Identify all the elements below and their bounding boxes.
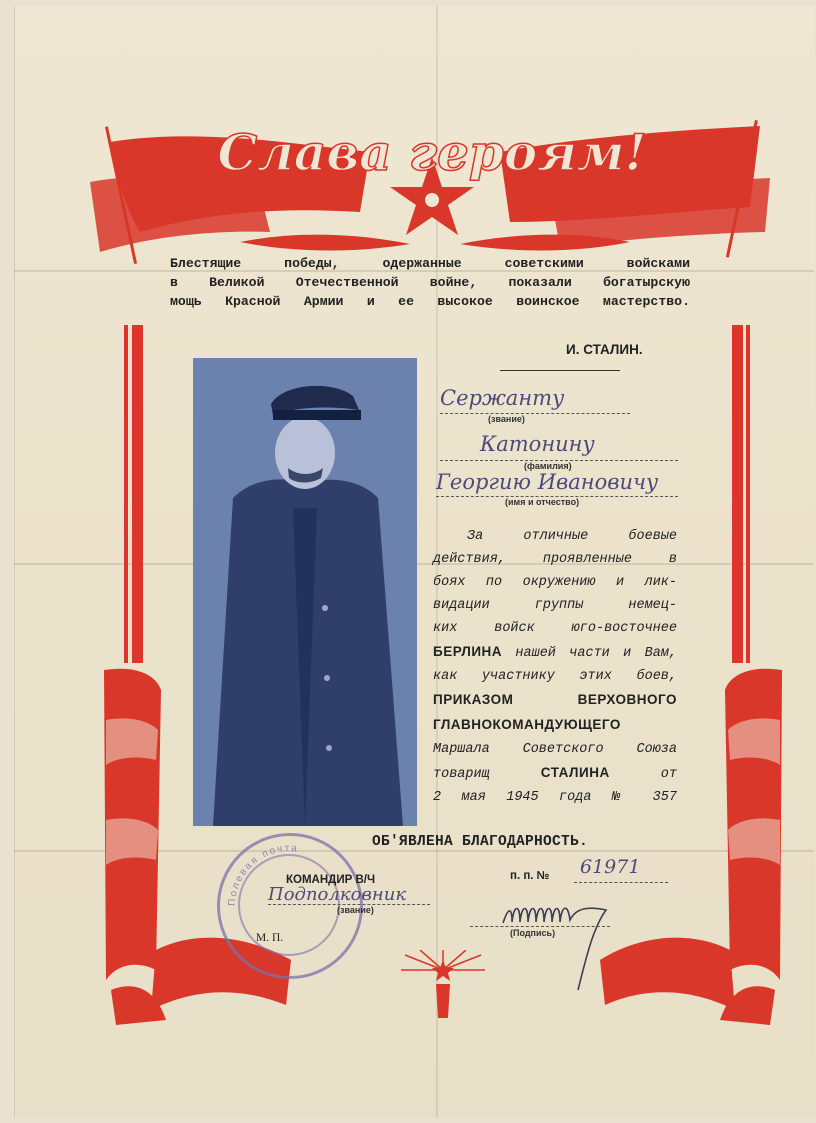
- from-word: от: [660, 767, 677, 782]
- tower-icon: [436, 984, 450, 1018]
- citation-line: За отличные боевые: [467, 529, 677, 544]
- quote-line: в Великой Отечественной войне, показали богатырскую: [170, 275, 690, 290]
- order-word: ВЕРХОВНОГО: [577, 692, 677, 707]
- border-stripe: [124, 325, 128, 663]
- citation-line: [433, 713, 677, 738]
- surname-value: Катонину: [480, 432, 595, 456]
- border-stripe: [746, 325, 750, 663]
- citation-line: [433, 688, 677, 713]
- signature-underline: [470, 926, 610, 927]
- number-value: 61971: [580, 856, 641, 878]
- divider: [500, 370, 620, 371]
- quote-author: И. СТАЛИН.: [566, 342, 643, 357]
- stamp-ring-text: Полевая почта: [226, 842, 300, 907]
- portrait-photo: [193, 358, 417, 826]
- quote-line: Блестящие победы, одержанные советскими войсками: [170, 256, 690, 271]
- name-value: Георгию Ивановичу: [436, 470, 659, 494]
- number-underline: [574, 882, 668, 883]
- banner-text: Слава героям!: [217, 123, 647, 182]
- citation-line: ких войск юго-восточнее: [433, 621, 677, 636]
- name-caption: (имя и отчество): [505, 497, 580, 507]
- kremlin-emblem: [400, 950, 486, 1020]
- citation-line: видации группы немец-: [433, 598, 677, 613]
- berlin-rest: нашей части и Вам,: [515, 646, 677, 661]
- announcement: ОБ'ЯВЛЕНА БЛАГОДАРНОСТЬ.: [372, 834, 589, 850]
- commander-label: КОМАНДИР В/Ч: [286, 874, 376, 886]
- citation-line: [433, 761, 677, 786]
- seal-label: М. П.: [256, 932, 284, 944]
- number-label: п. п. №: [510, 870, 550, 882]
- rank-underline: [440, 413, 630, 414]
- stalin-word: СТАЛИНА: [540, 765, 610, 780]
- order-word: ПРИКАЗОМ: [433, 692, 514, 707]
- citation-text: [433, 525, 677, 809]
- header-banner: [80, 112, 780, 272]
- surname-caption: (фамилия): [524, 461, 572, 471]
- quote-line: мощь Красной Армии и ее высокое воинское мастерство.: [170, 294, 690, 309]
- signature-caption: (Подпись): [510, 928, 556, 938]
- border-stripe: [732, 325, 743, 663]
- commander-rank-value: Подполковник: [268, 884, 407, 905]
- signature: [498, 898, 614, 994]
- border-stripe: [132, 325, 143, 663]
- citation-line: боях по окружению и лик-: [433, 575, 677, 590]
- order-date-number: 2 мая 1945 года № 357: [433, 790, 677, 805]
- stalin-quote: [170, 254, 690, 311]
- citation-line: действия, проявленные в: [433, 552, 677, 567]
- comrade-word: товарищ: [433, 767, 490, 782]
- citation-line: Маршала Советского Союза: [433, 742, 677, 757]
- rank-value: Сержанту: [440, 386, 565, 410]
- citation-line: [433, 640, 677, 665]
- rank-caption: (звание): [488, 414, 525, 424]
- berlin-word: БЕРЛИНА: [433, 644, 503, 659]
- citation-line: как участнику этих боев,: [433, 669, 677, 684]
- order-word: ГЛАВНОКОМАНДУЮЩЕГО: [433, 717, 621, 732]
- commander-rank-caption: (звание): [337, 905, 374, 915]
